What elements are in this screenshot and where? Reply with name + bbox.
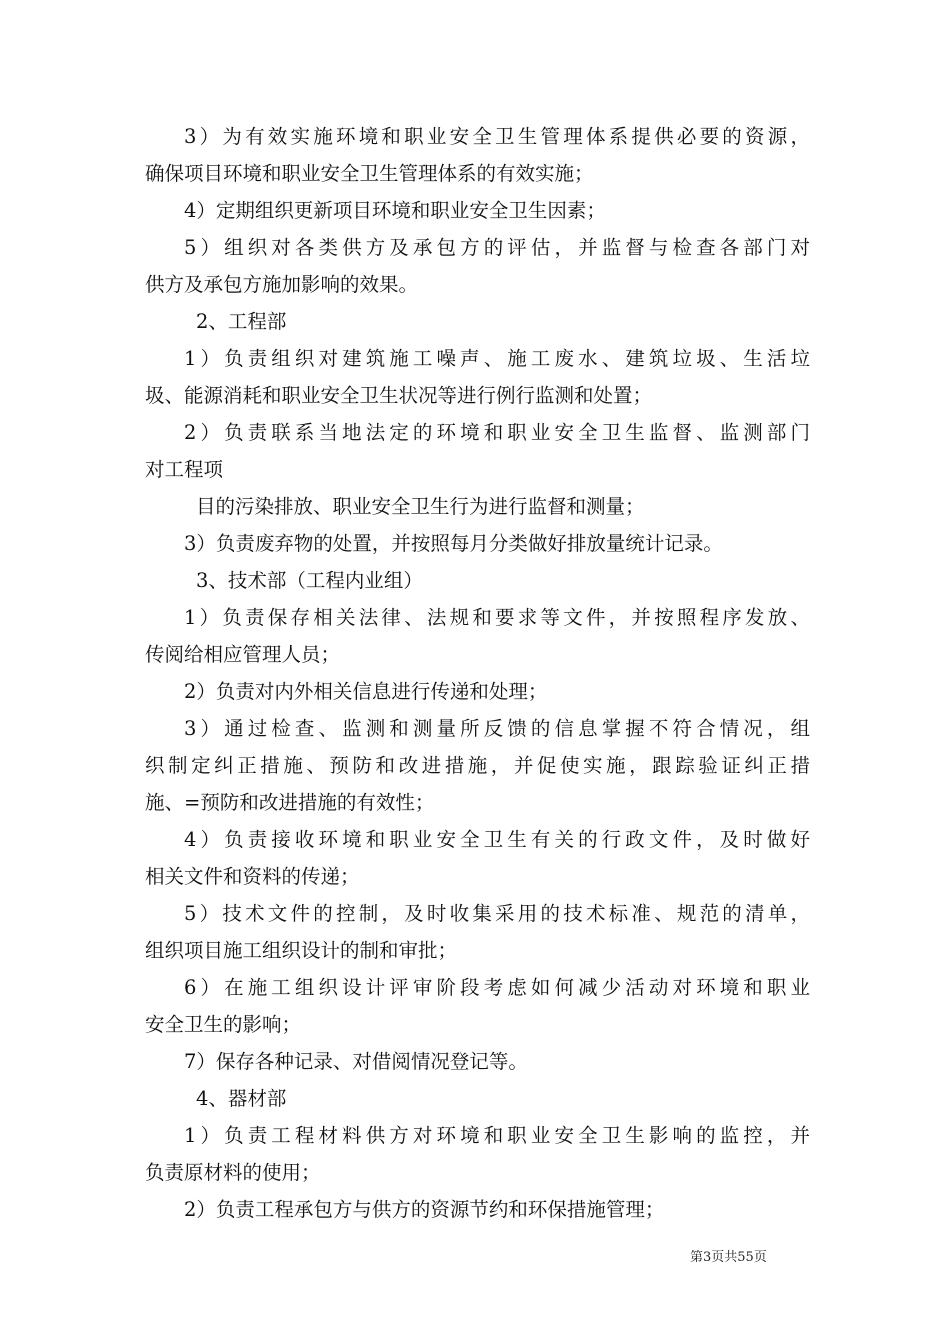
page-number: 第3页共55页 [690,1250,767,1265]
paragraph-line: 3）通过检查、监测和测量所反馈的信息掌握不符合情况，组 [184,717,810,740]
paragraph-line: 相关文件和资料的传递； [145,865,360,888]
section-heading: 2、工程部 [196,310,287,333]
paragraph-line: 2）负责联系当地法定的环境和职业安全卫生监督、监测部门 [184,421,810,444]
paragraph-line: 安全卫生的影响； [145,1013,302,1036]
paragraph-line: 1）负责工程材料供方对环境和职业安全卫生影响的监控，并 [184,1124,810,1147]
paragraph-line: 确保项目环境和职业安全卫生管理体系的有效实施； [145,162,594,185]
paragraph-line: 施、=预防和改进措施的有效性； [145,791,435,814]
paragraph-line: 传阅给相应管理人员； [145,643,341,666]
paragraph-line: 5）技术文件的控制，及时收集采用的技术标准、规范的清单， [184,902,810,925]
paragraph-line: 织制定纠正措施、预防和改进措施，并促使实施，跟踪验证纠正措 [145,754,810,777]
paragraph-line: 对工程项 [145,458,224,481]
section-heading: 3、技术部（工程内业组） [196,569,423,592]
paragraph-line: 4）定期组织更新项目环境和职业安全卫生因素； [184,199,606,222]
paragraph-line: 供方及承包方施加影响的效果。 [145,273,419,296]
paragraph-line: 5）组织对各类供方及承包方的评估，并监督与检查各部门对 [184,236,810,259]
paragraph-line: 6）在施工组织设计评审阶段考虑如何减少活动对环境和职业 [184,976,810,999]
section-heading: 4、器材部 [196,1087,287,1110]
body-text [145,118,810,1228]
paragraph-line: 圾、能源消耗和职业安全卫生状况等进行例行监测和处置； [145,384,653,407]
paragraph-line: 1）负责保存相关法律、法规和要求等文件，并按照程序发放、 [184,606,810,629]
paragraph-line: 2）负责对内外相关信息进行传递和处理； [184,680,548,703]
paragraph-line: 2）负责工程承包方与供方的资源节约和环保措施管理； [184,1198,665,1221]
paragraph-line: 7）保存各种记录、对借阅情况登记等。 [184,1050,528,1073]
paragraph-line: 组织项目施工组织设计的制和审批； [145,939,458,962]
paragraph-line: 3）为有效实施环境和职业安全卫生管理体系提供必要的资源， [184,125,810,148]
paragraph-line: 3）负责废弃物的处置，并按照每月分类做好排放量统计记录。 [184,532,723,555]
paragraph-line: 负责原材料的使用； [145,1161,321,1184]
paragraph-line: 目的污染排放、职业安全卫生行为进行监督和测量； [196,495,645,518]
paragraph-line: 1）负责组织对建筑施工噪声、施工废水、建筑垃圾、生活垃 [184,347,810,370]
paragraph-line: 4）负责接收环境和职业安全卫生有关的行政文件，及时做好 [184,828,810,851]
